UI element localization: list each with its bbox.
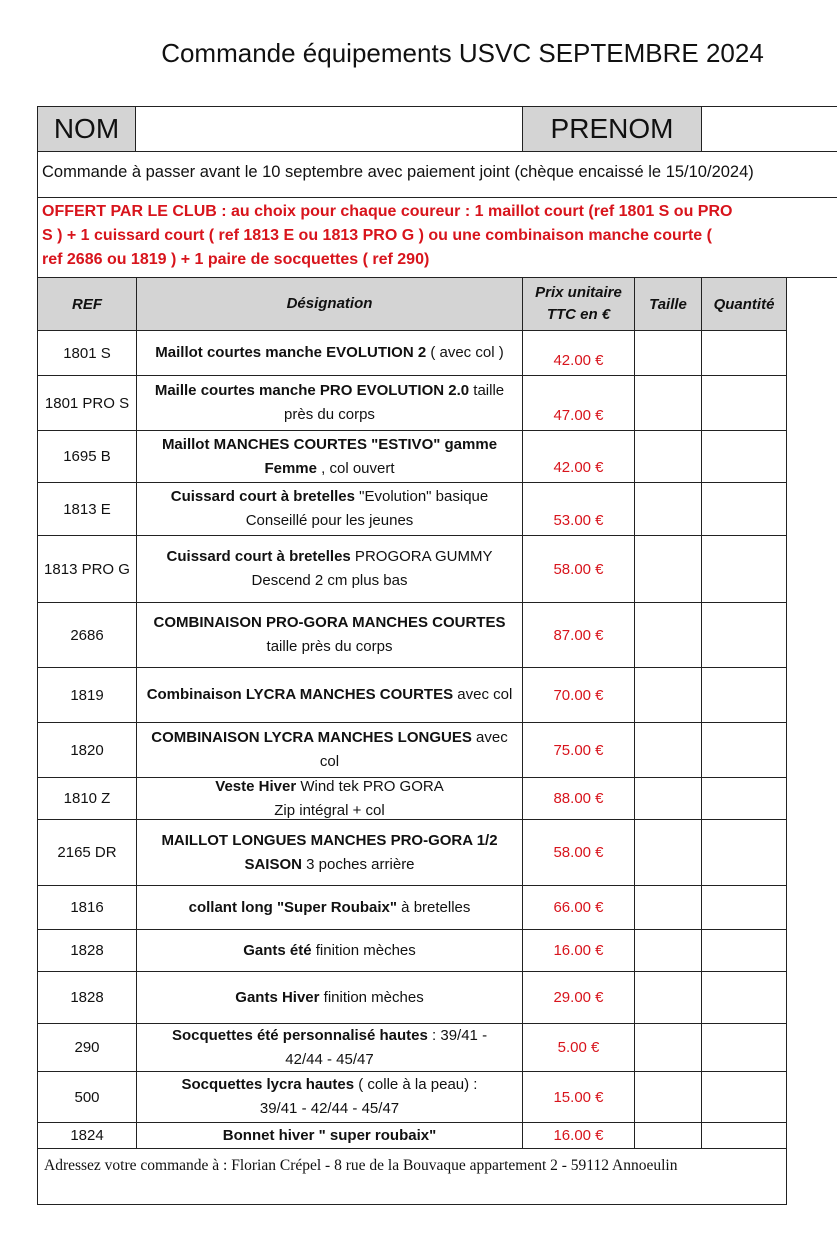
designation-text: près du corps (284, 406, 375, 423)
designation-line (154, 611, 506, 635)
designation-text: ( colle à la peau) : (354, 1076, 478, 1093)
quantity-input[interactable] (701, 331, 787, 375)
designation-line (252, 569, 408, 593)
item-designation (136, 723, 522, 777)
size-input[interactable] (634, 431, 701, 482)
quantity-input[interactable] (701, 603, 787, 667)
designation-bold-text: Cuissard court à bretelles (166, 548, 351, 565)
item-ref: 1816 (37, 886, 136, 929)
item-ref: 2165 DR (37, 820, 136, 885)
size-input[interactable] (634, 331, 701, 375)
item-designation (136, 1072, 522, 1122)
item-designation (136, 1024, 522, 1071)
designation-text: "Evolution" basique (354, 488, 489, 505)
size-input[interactable] (634, 886, 701, 929)
item-ref: 1801 S (37, 331, 136, 375)
item-designation (136, 603, 522, 667)
designation-line (215, 775, 443, 799)
designation-bold-text: Socquettes été personnalisé hautes (171, 1026, 428, 1044)
item-ref: 290 (37, 1024, 136, 1071)
designation-text: Wind tek PRO GORA (296, 777, 444, 795)
item-price: 88.00 € (522, 778, 634, 819)
item-ref: 1813 PRO G (37, 536, 136, 602)
designation-bold-text: Gants Hiver (235, 988, 320, 1006)
table-row (37, 536, 787, 603)
designation-bold-text: Maille courtes manche PRO EVOLUTION 2.0 (154, 382, 470, 399)
quantity-input[interactable] (701, 376, 787, 430)
table-row (37, 778, 787, 820)
quantity-input[interactable] (701, 668, 787, 722)
item-price: 47.00 € (522, 376, 634, 430)
item-ref: 1801 PRO S (37, 376, 136, 430)
item-price: 5.00 € (522, 1024, 634, 1071)
quantity-input[interactable] (701, 930, 787, 971)
table-row (37, 723, 787, 778)
item-price: 87.00 € (522, 603, 634, 667)
item-price: 16.00 € (522, 930, 634, 971)
item-designation (136, 930, 522, 971)
item-designation (136, 431, 522, 482)
item-designation (136, 483, 522, 535)
size-input[interactable] (634, 723, 701, 777)
designation-text: 39/41 - 42/44 - 45/47 (259, 1100, 400, 1117)
quantity-input[interactable] (701, 972, 787, 1023)
quantity-input[interactable] (701, 1024, 787, 1071)
table-row (37, 972, 787, 1024)
designation-line (243, 939, 416, 963)
quantity-input[interactable] (701, 431, 787, 482)
designation-line (167, 545, 493, 569)
designation-bold-text: collant long "Super Roubaix" (188, 898, 398, 916)
designation-line (320, 750, 339, 774)
club-offer (37, 198, 837, 278)
designation-text: avec (471, 729, 508, 746)
item-ref: 1828 (37, 930, 136, 971)
col-ref-header: REF (37, 278, 136, 330)
designation-line (267, 635, 393, 659)
designation-bold-text: Gants été (243, 941, 312, 959)
item-ref: 500 (37, 1072, 136, 1122)
table-row (37, 886, 787, 930)
designation-text: Conseillé pour les jeunes (245, 512, 414, 529)
table-row (37, 331, 787, 376)
designation-line (223, 1124, 436, 1148)
item-designation (136, 536, 522, 602)
quantity-input[interactable] (701, 1123, 787, 1148)
order-address: Adressez votre commande à : Florian Crépel - 8 rue de la Bouvaque appartement 2 - 59112 Annoeulin (37, 1149, 787, 1205)
item-designation (136, 376, 522, 430)
designation-line (155, 341, 503, 365)
item-ref: 1695 B (37, 431, 136, 482)
designation-bold-text: SAISON (244, 855, 302, 873)
designation-line (172, 1024, 487, 1048)
designation-line (161, 829, 497, 853)
item-price: 66.00 € (522, 886, 634, 929)
quantity-input[interactable] (701, 820, 787, 885)
designation-bold-text: Socquettes lycra hautes (181, 1076, 355, 1093)
nom-label: NOM (38, 107, 136, 151)
item-price: 58.00 € (522, 820, 634, 885)
item-price: 70.00 € (522, 668, 634, 722)
size-input[interactable] (634, 536, 701, 602)
item-ref: 1810 Z (37, 778, 136, 819)
designation-text: 42/44 - 45/47 (285, 1050, 374, 1068)
deadline-note: Commande à passer avant le 10 septembre avec paiement joint (chèque encaissé le 15/10/2024) (37, 152, 837, 198)
item-ref: 1824 (37, 1123, 136, 1148)
designation-line (285, 1048, 373, 1072)
size-input[interactable] (634, 603, 701, 667)
quantity-input[interactable] (701, 723, 787, 777)
designation-line (274, 799, 384, 823)
quantity-input[interactable] (701, 1072, 787, 1122)
designation-line (284, 403, 375, 427)
designation-line (189, 896, 471, 920)
designation-bold-text: MAILLOT LONGUES MANCHES PRO-GORA 1/2 (161, 831, 498, 849)
item-designation (136, 886, 522, 929)
designation-text: taille (469, 382, 505, 399)
designation-bold-text: Veste Hiver (215, 777, 297, 795)
item-price: 53.00 € (522, 483, 634, 535)
designation-text: finition mèches (319, 988, 424, 1006)
col-quantity-header: Quantité (701, 278, 787, 330)
designation-line (264, 457, 394, 481)
item-ref: 2686 (37, 603, 136, 667)
col-size-header: Taille (634, 278, 701, 330)
designation-line (260, 1097, 399, 1121)
size-input[interactable] (634, 1123, 701, 1148)
item-price: 42.00 € (522, 331, 634, 375)
item-ref: 1828 (37, 972, 136, 1023)
designation-text: Descend 2 cm plus bas (251, 572, 408, 589)
page-title: Commande équipements USVC SEPTEMBRE 2024 (161, 38, 764, 68)
designation-text: ( avec col ) (426, 344, 504, 361)
designation-line (182, 1073, 478, 1097)
size-input[interactable] (634, 820, 701, 885)
item-price: 42.00 € (522, 431, 634, 482)
designation-text: Zip intégral + col (274, 801, 385, 819)
offer-line: OFFERT PAR LE CLUB : au choix pour chaque coureur : 1 maillot court (ref 1801 S ou PRO (42, 203, 733, 220)
quantity-input[interactable] (701, 483, 787, 535)
designation-line (155, 379, 504, 403)
size-input[interactable] (634, 668, 701, 722)
table-row (37, 376, 787, 431)
designation-text: avec col (453, 686, 513, 703)
designation-bold-text: Maillot MANCHES COURTES "ESTIVO" gamme (161, 435, 498, 453)
size-input[interactable] (634, 778, 701, 819)
quantity-input[interactable] (701, 886, 787, 929)
designation-line (246, 509, 414, 533)
designation-text: taille près du corps (266, 638, 393, 655)
col-price-header-line1: Prix unitaire (535, 284, 622, 301)
item-price: 58.00 € (522, 536, 634, 602)
designation-bold-text: Femme (264, 459, 317, 477)
item-price: 75.00 € (522, 723, 634, 777)
designation-line (151, 726, 507, 750)
quantity-input[interactable] (701, 778, 787, 819)
table-header (37, 278, 787, 331)
item-ref: 1813 E (37, 483, 136, 535)
quantity-input[interactable] (701, 536, 787, 602)
col-designation-header: Désignation (136, 278, 522, 330)
designation-text: , col ouvert (316, 459, 395, 477)
designation-line (244, 853, 414, 877)
prenom-label: PRENOM (523, 107, 702, 151)
designation-bold-text: Combinaison LYCRA MANCHES COURTES (146, 686, 454, 703)
item-ref: 1819 (37, 668, 136, 722)
table-row (37, 1123, 787, 1149)
table-row (37, 1072, 787, 1123)
item-price: 29.00 € (522, 972, 634, 1023)
item-designation (136, 331, 522, 375)
table-row (37, 483, 787, 536)
prenom-field[interactable] (702, 107, 837, 151)
table-row (37, 603, 787, 668)
designation-bold-text: COMBINAISON LYCRA MANCHES LONGUES (151, 729, 472, 746)
item-designation (136, 820, 522, 885)
col-price-header (522, 278, 634, 330)
designation-bold-text: Maillot courtes manche EVOLUTION 2 (155, 344, 427, 361)
item-price: 16.00 € (522, 1123, 634, 1148)
col-price-header-line2: TTC en € (546, 306, 611, 323)
name-header-row (37, 106, 837, 152)
size-input[interactable] (634, 972, 701, 1023)
size-input[interactable] (634, 1024, 701, 1071)
table-row (37, 820, 787, 886)
designation-text: col (319, 753, 340, 770)
size-input[interactable] (634, 483, 701, 535)
size-input[interactable] (634, 376, 701, 430)
designation-line (162, 433, 497, 457)
item-ref: 1820 (37, 723, 136, 777)
designation-line (235, 986, 423, 1010)
nom-field[interactable] (136, 107, 523, 151)
designation-line (147, 683, 513, 707)
size-input[interactable] (634, 1072, 701, 1122)
designation-text: PROGORA GUMMY (350, 548, 493, 565)
table-row (37, 431, 787, 483)
table-row (37, 668, 787, 723)
item-designation (136, 1123, 522, 1148)
table-row (37, 1024, 787, 1072)
designation-bold-text: COMBINAISON PRO-GORA MANCHES COURTES (153, 614, 506, 631)
designation-bold-text: Bonnet hiver " super roubaix" (222, 1126, 437, 1144)
offer-line: ref 2686 ou 1819 ) + 1 paire de socquettes ( ref 290) (42, 251, 430, 268)
designation-text: : 39/41 - (427, 1026, 488, 1044)
designation-text: à bretelles (397, 898, 471, 916)
item-designation (136, 778, 522, 819)
offer-line: S ) + 1 cuissard court ( ref 1813 E ou 1813 PRO G ) ou une combinaison manche courte ( (42, 227, 712, 244)
table-row (37, 930, 787, 972)
item-designation (136, 668, 522, 722)
designation-text: 3 poches arrière (301, 855, 415, 873)
designation-line (171, 485, 488, 509)
designation-bold-text: Cuissard court à bretelles (170, 488, 355, 505)
item-price: 15.00 € (522, 1072, 634, 1122)
item-designation (136, 972, 522, 1023)
designation-text: finition mèches (311, 941, 416, 959)
size-input[interactable] (634, 930, 701, 971)
